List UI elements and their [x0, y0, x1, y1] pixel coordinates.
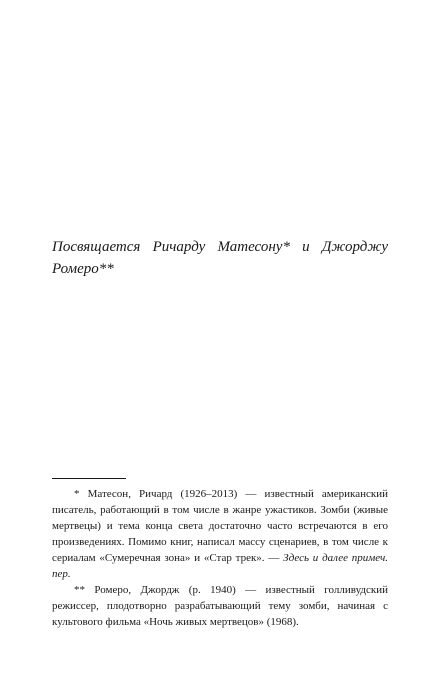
dedication-text: Посвящается Ричарду Матесону* и Джорджу Ромеро**	[52, 239, 388, 277]
footnote-matheson-text: * Матесон, Ричард (1926–2013) — известный американский писатель, работающий в том числе в жанре ужастиков. Зомби (живые мертвецы) и тема конца света достаточно часто встречаются в его произведениях. Помимо книг, написал массу сценариев, в том числе к сериалам «Сумеречная зона» и «Стар трек». —	[52, 488, 388, 564]
footnotes-block	[52, 486, 388, 630]
footnote-romero: ** Ромеро, Джордж (р. 1940) — известный голливудский режиссер, плодотворно разрабатывающий тему зомби, начиная с культового фильма «Ночь живых мертвецов» (1968).	[52, 584, 388, 628]
translator-note: Здесь и далее примеч. пер.	[52, 552, 388, 580]
footnote-divider	[52, 478, 126, 479]
footnote-matheson	[52, 486, 388, 582]
